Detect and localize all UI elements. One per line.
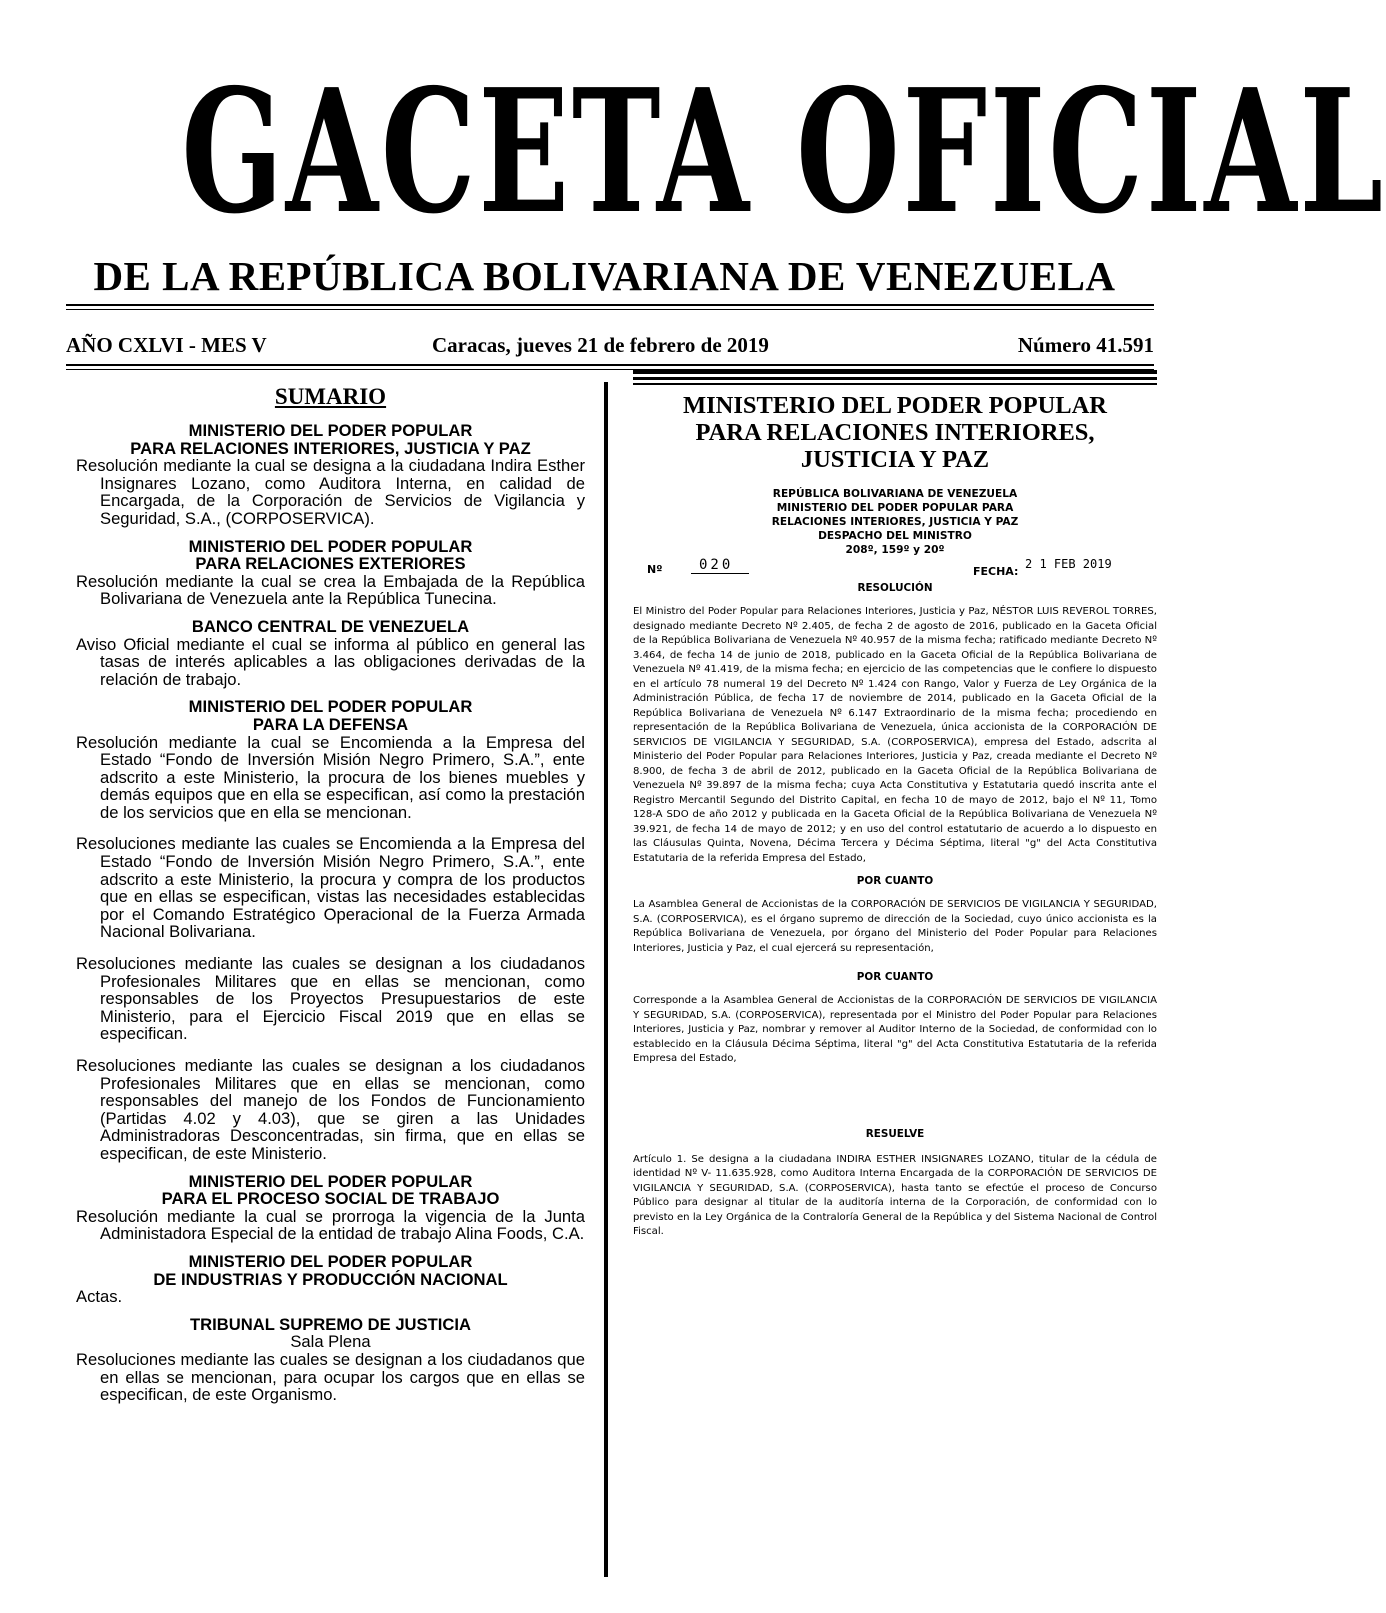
por-cuanto-heading: POR CUANTO (856, 971, 934, 983)
sumario-entry: Resolución mediante la cual se designa a la ciudadana Indira Esther Insignares Lozano, como Auditora Interna, en calidad de Encargada, de la Corporación de Servicios de Vigilancia y Seguridad, S.A., (CORPOSERVICA). (76, 456, 585, 528)
date-label: Caracas, jueves 21 de febrero de 2019 (432, 333, 769, 357)
section-subheading: Sala Plena (290, 1332, 371, 1352)
sumario-section (76, 1316, 585, 1404)
resuelve-heading: RESUELVE (865, 1127, 925, 1140)
ministry-line: MINISTERIO DEL PODER POPULAR (682, 392, 1108, 419)
number-label: Nº (647, 563, 663, 576)
header-line: 208º, 159º y 20º (845, 544, 945, 556)
sumario-entry: Resoluciones mediante las cuales se designan a los ciudadanos Profesionales Militares que en ellas se mencionan, como responsables del manejo de los Fondos de Funcionamiento (Partidas 4.02 y 4.03), que se giren a las Unidades Administradoras Desconcentradas, sin firma, que en ellas se especifican, de este Ministerio. (76, 1056, 585, 1163)
sumario-entry: Aviso Oficial mediante el cual se informa al público en general las tasas de interés aplicables a las obligaciones derivadas de la relación de trabajo. (76, 634, 585, 689)
por-cuanto-paragraph: La Asamblea General de Accionistas de la CORPORACIÓN DE SERVICIOS DE VIGILANCIA Y SEGURIDAD, S.A. (CORPOSERVICA), es el órgano supremo de dirección de la Sociedad, cuyo único accionista es la República Bolivariana de Venezuela, por órgano del Ministerio del Poder Popular para Relaciones Interiores, Justicia y Paz, el cual ejercerá su representación, (633, 899, 1157, 954)
sumario-entry: Resolución mediante la cual se prorroga la vigencia de la Junta Administadora Especial de la entidad de trabajo Alina Foods, C.A. (76, 1206, 585, 1244)
section-heading: MINISTERIO DEL PODER POPULAR (188, 536, 473, 556)
section-heading: PARA EL PROCESO SOCIAL DE TRABAJO (161, 1189, 500, 1209)
sumario-title: SUMARIO (274, 384, 387, 409)
sumario-section (76, 1253, 585, 1306)
resolution-column (633, 392, 1157, 1240)
header-rule-top (66, 304, 1154, 306)
section-heading: DE INDUSTRIAS Y PRODUCCIÓN NACIONAL (153, 1269, 508, 1289)
sumario-section (76, 698, 585, 1162)
section-heading: BANCO CENTRAL DE VENEZUELA (191, 616, 470, 636)
sumario-section (76, 538, 585, 608)
dateline (66, 333, 1154, 363)
sumario-section (76, 618, 585, 688)
sumario-entry: Resoluciones mediante las cuales se designan a los ciudadanos Profesionales Militares que en ellas se mencionan, como responsables de los Proyectos Presupuestarios de este Ministerio, para el Ejercicio Fiscal 2019 que en ellas se especifican. (76, 954, 585, 1044)
header-line: DESPACHO DEL MINISTRO (818, 530, 972, 542)
sumario-entry: Resoluciones mediante las cuales se designan a los ciudadanos que en ellas se mencionan, para ocupar los cargos que en ellas se especifican, de este Organismo. (76, 1349, 585, 1405)
por-cuanto-heading: POR CUANTO (856, 875, 934, 887)
header-line: RELACIONES INTERIORES, JUSTICIA Y PAZ (771, 516, 1019, 528)
fecha-label: FECHA: (973, 565, 1019, 578)
sumario-column (76, 382, 585, 1414)
sumario-entry: Actas. (76, 1287, 123, 1307)
right-bar-2 (633, 377, 1157, 380)
header-rule-bottom (66, 364, 1154, 366)
ministry-heading (633, 392, 1157, 473)
number-date-line (633, 557, 1157, 581)
section-heading: PARA RELACIONES INTERIORES, JUSTICIA Y PAZ (130, 438, 531, 458)
section-heading: MINISTERIO DEL PODER POPULAR (188, 421, 473, 440)
resolution-header (633, 487, 1157, 557)
article-1: Artículo 1. Se designa a la ciudadana INDIRA ESTHER INSIGNARES LOZANO, titular de la cédula de identidad Nº V- 11.635.928, como Auditora Interna Encargada de la CORPORACIÓN DE SERVICIOS DE VIGILANCIA Y SEGURIDAD, S.A. (CORPOSERVICA), hasta tanto se efectúe el proceso de Concurso Público para designar al titular de la auditoría interna de la Corporación, de conformidad con lo previsto en la Ley Orgánica de la Contraloría General de la República y del Sistema Nacional de Control Fiscal. (633, 1153, 1157, 1237)
sumario-sections (76, 422, 585, 1404)
right-bar-3 (633, 383, 1157, 385)
section-heading: MINISTERIO DEL PODER POPULAR (188, 1251, 473, 1271)
resolution-number: 020 (691, 557, 749, 574)
header-line: MINISTERIO DEL PODER POPULAR PARA (776, 502, 1014, 514)
resolucion-title: RESOLUCIÓN (857, 582, 933, 594)
column-divider (604, 382, 608, 1577)
section-heading: PARA LA DEFENSA (252, 714, 409, 734)
sumario-section (76, 1173, 585, 1243)
ministry-line: PARA RELACIONES INTERIORES, (695, 419, 1095, 446)
year-label: AÑO CXLVI - MES V (66, 333, 267, 357)
ministry-line: JUSTICIA Y PAZ (800, 446, 990, 473)
fecha-stamp: 2 1 FEB 2019 (1025, 557, 1112, 571)
section-heading: MINISTERIO DEL PODER POPULAR (188, 697, 473, 717)
masthead-title: GACETA OFICIAL (181, 52, 1386, 252)
sumario-entry: Resolución mediante la cual se Encomienda a la Empresa del Estado “Fondo de Inversión Misión Negro Primero, S.A.”, ente adscrito a este Ministerio, la procura de los bienes muebles y demás equipos que en ella se especifican, así como la prestación de los servicios que en ella se mencionan. (76, 732, 585, 822)
sumario-entry: Resolución mediante la cual se crea la Embajada de la República Bolivariana de Venezuela ante la República Tunecina. (76, 571, 585, 609)
section-heading: TRIBUNAL SUPREMO DE JUSTICIA (190, 1314, 471, 1334)
section-heading: PARA RELACIONES EXTERIORES (195, 554, 466, 574)
header-rule-top-thin (66, 309, 1154, 310)
right-bar-1 (633, 370, 1157, 374)
section-heading: MINISTERIO DEL PODER POPULAR (188, 1171, 473, 1191)
masthead-subtitle: DE LA REPÚBLICA BOLIVARIANA DE VENEZUELA (93, 253, 1116, 299)
header-line: REPÚBLICA BOLIVARIANA DE VENEZUELA (772, 488, 1018, 500)
sumario-entry: Resoluciones mediante las cuales se Encomienda a la Empresa del Estado “Fondo de Inversión Misión Negro Primero, S.A.”, ente adscrito a este Ministerio, la procura y compra de los productos que en ellas se especifican, vistas las necesidades establecidas por el Comando Estratégico Operacional de la Fuerza Armada Nacional Bolivariana. (76, 834, 585, 942)
resolution-preamble: El Ministro del Poder Popular para Relaciones Interiores, Justicia y Paz, NÉSTOR LUIS REVEROL TORRES, designado mediante Decreto Nº 2.405, de fecha 2 de agosto de 2016, publicado en la Gaceta Oficial de la República Bolivariana de Venezuela Nº 40.957 de la misma fecha; ratificado mediante Decreto Nº 3.464, de fecha 14 de junio de 2018, publicado en la Gaceta Oficial de la República Bolivariana de Venezuela Nº 41.419, de la misma fecha; en ejercicio de las competencias que le confiere lo dispuesto en el artículo 78 numeral 19 del Decreto Nº 1.424 con Rango, Valor y Fuerza de Ley Orgánica de la Administración Pública, de fecha 17 de noviembre de 2014, publicado en la Gaceta Oficial de la República Bolivariana de Venezuela Nº 6.147 Extraordinario de la misma fecha; procediendo en representación de la República Bolivariana de Venezuela, única accionista de la CORPORACIÓN DE SERVICIOS DE VIGILANCIA Y SEGURIDAD, S.A. (CORPOSERVICA), empresa del Estado, adscrita al Ministerio del Poder Popular para Relaciones Interiores, Justicia y Paz, creada mediante el Decreto Nº 8.900, de fecha 3 de abril de 2012, publicado en la Gaceta Oficial de la República Bolivariana de Venezuela Nº 39.897 de la misma fecha; cuya Acta Constitutiva y Estatutaria quedó inscrita ante el Registro Mercantil Segundo del Distrito Capital, en fecha 10 de mayo de 2012, bajo el Nº 11, Tomo 128-A SDO de año 2012 y publicada en la Gaceta Oficial de la República Bolivariana de Venezuela Nº 39.921, de fecha 14 de mayo de 2012; y en uso del control estatutario de acuerdo a lo dispuesto en las Cláusulas Quinta, Novena, Décima Tercera y Décima Séptima, literal "g" del Acta Constitutiva Estatutaria de la referida Empresa del Estado, (633, 606, 1157, 864)
issue-number: Número 41.591 (1017, 333, 1154, 357)
por-cuanto-paragraph: Corresponde a la Asamblea General de Accionistas de la CORPORACIÓN DE SERVICIOS DE VIGILANCIA Y SEGURIDAD, S.A. (CORPOSERVICA), representada por el Ministro del Poder Popular para Relaciones Interiores, Justicia y Paz, nombrar y remover al Auditor Interno de la Sociedad, de conformidad con lo establecido en la Cláusula Décima Séptima, literal "g" del Acta Constitutiva Estatutaria de la referida Empresa del Estado, (633, 995, 1157, 1064)
sumario-section (76, 422, 585, 528)
